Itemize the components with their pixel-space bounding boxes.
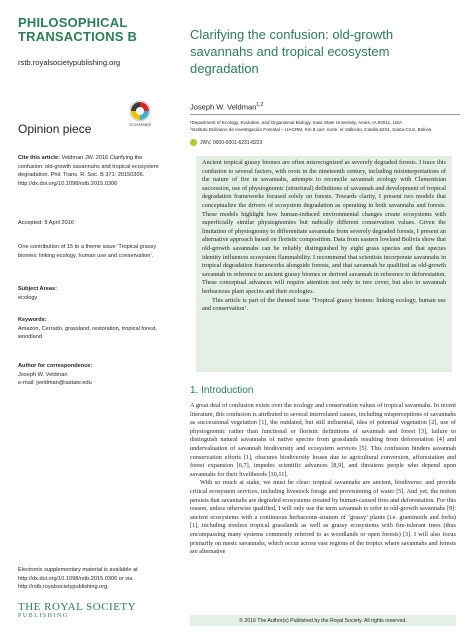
- orcid-id: JWV, 0000-0001-6231-8223: [200, 139, 263, 146]
- orcid-icon: [190, 139, 197, 146]
- accepted-date: Accepted: 9 April 2016: [18, 220, 74, 226]
- article-title: Clarifying the confusion: old-growth savannahs and tropical ecosystem degradation: [190, 27, 394, 76]
- crossmark-badge[interactable]: [123, 100, 157, 127]
- affiliation-1: ¹Department of Ecology, Evolution, and Organismal Biology, Iowa State University, Ames, IA 50011, USA: [190, 120, 403, 125]
- cite-heading: Cite this article:: [18, 155, 60, 161]
- abstract-paragraph-1: Ancient tropical grassy biomes are often misrecognized as severely degraded forests. I trace this confusion to several factors, with roots in the nineteenth century, including misinterpretations of the nature of fire in savannahs, attempts to reconcile savannah ecology with Clementsian succession, use of physiognomic (structural) definitions of savannah and development of tropical degradation frameworks focused solely on forests. Towards clarity, I present two models that conceptualize the drivers of ecosystem degradation as operating in both savannahs and forests. These models highlight how human-induced environmental changes create ecosystems with superficially similar physiognomies but radically different conservation values. Given the limitation of physiognomy to differentiate savannahs from severely degraded forests, I present an alternative approach based on floristic composition. Data from eastern lowland Bolivia show that old-growth savannahs can be reliably distinguished by eight grass species and that species identity influences ecosystem flammability. I recommend that scientists incorporate savannahs in tropical degradation frameworks alongside forests, and that savannah be qualified as old-growth savannah in reference to ancient grassy biomes or derived savannah in reference to deforestation. These conceptual advances will require attention not only to tree cover, but also to savannah herbaceous plant species and their ecologies.: [202, 159, 446, 295]
- introduction-body: [190, 402, 456, 557]
- supplementary-note[interactable]: Electronic supplementary material is available at http://dx.doi.org/10.1098/rstb.2015.0306 or via http://rstb.royalsocietypublishing.org.: [18, 567, 138, 590]
- cite-text[interactable]: Veldman JW. 2016 Clarifying the confusion: old-growth savannahs and tropical ecosystem degradation. Phil. Trans. R. Soc. B 371: 20150306. http://dx.doi.org/10.1098/rstb.2015.0306: [18, 155, 159, 187]
- crossmark-icon: [123, 100, 157, 122]
- correspondence-name: Joseph W. Veldman: [18, 371, 68, 378]
- keywords: [18, 316, 168, 342]
- section-heading-introduction: 1. Introduction: [190, 385, 254, 396]
- intro-paragraph-1: A great deal of confusion exists over the ecology and conservation values of tropical savannahs. In recent literature, this confusion is attributed to several interrelated causes, including misperceptions of savannahs as successional vegetation [1], the outdated, but still influential, idea of potential vegetation [2], use of physiognomic rather than functional or floristic definitions of savannah and forest [3], failure to distinguish natural savannahs of native species from grasslands resulting from deforestation [4] and undervaluation of savannah biodiversity and ecosystem services [5]. This confusion hinders savannah conservation efforts [1], obscures biodiversity losses due to agricultural conversion, afforestation and forest expansion [6,7], impedes scientific advances [8,9], and threatens people who depend upon savannahs for their livelihoods [10,11].: [190, 402, 456, 478]
- journal-url[interactable]: rstb.royalsocietypublishing.org: [18, 58, 121, 67]
- journal-name-line2[interactable]: TRANSACTIONS B: [18, 29, 138, 44]
- crossmark-label: CrossMark: [129, 122, 151, 127]
- publisher-logo[interactable]: [18, 601, 136, 619]
- citation-block: [18, 154, 168, 188]
- subject-heading: Subject Areas:: [18, 286, 57, 292]
- copyright-footer: © 2016 The Author(s) Published by the Royal Society. All rights reserved.: [190, 615, 456, 626]
- correspondence-heading: Author for correspondence:: [18, 363, 93, 369]
- subject-areas: [18, 285, 168, 302]
- publisher-name: THE ROYAL SOCIETY: [18, 601, 137, 613]
- correspondence-email[interactable]: e-mail: jveldman@iastate.edu: [18, 380, 92, 386]
- author: [190, 102, 263, 112]
- subject-value: ecology: [18, 294, 38, 301]
- correspondence: [18, 362, 168, 388]
- theme-issue-note: One contribution of 15 to a theme issue ‘Tropical grassy biomes: linking ecology, human use and conservation’.: [18, 244, 157, 259]
- left-column: [18, 15, 168, 619]
- affiliation-2: ²Instituto Boliviano de Investigación Forestal – UAGRM, Km 9 carr. norte, el Vallecito, Casilla 6204, Santa Cruz, Bolivia: [190, 127, 432, 132]
- right-column: [190, 26, 456, 556]
- journal-name-line1[interactable]: PHILOSOPHICAL: [18, 15, 128, 30]
- article-type: Opinion piece: [18, 122, 92, 136]
- intro-paragraph-2: With so much at stake, we must be clear: tropical savannahs are ancient, biodiverse; and provide critical ecosystem services, including livestock forage and provisioning of water [5]. And yet, the notion persists that savannahs are degraded ecosystems created by human-caused fires and deforestation. For this reason, unless otherwise qualified, I will only use the term savannah to refer to old-growth savannahs [9]: ancient ecosystems with a continuous herbaceous-stratum of ‘grassy’ plants (i.e. graminoids and forbs) [1], including treeless tropical grasslands as well as grassy ecosystems with fire-tolerant trees (thus encompassing many systems commonly referred to as woodlands or open forests) [3]. I will also focus primarily on mesic savannahs, which occur across vast regions of the tropics where savannahs and forests are alternative: [190, 479, 456, 556]
- abstract-paragraph-2: This article is part of the themed issue ‘Tropical grassy biomes: linking ecology, human use and conservation’.: [202, 296, 446, 313]
- keywords-heading: Keywords:: [18, 317, 47, 323]
- orcid[interactable]: [190, 139, 262, 146]
- affiliations: [190, 114, 460, 133]
- author-name[interactable]: Joseph W. Veldman: [190, 102, 257, 112]
- abstract: [196, 156, 452, 372]
- author-affiliation-marks: 1,2: [256, 102, 264, 108]
- publisher-sub: PUBLISHING: [18, 613, 69, 619]
- keywords-value: Amazon, Cerrado, grassland, restoration, tropical forest, woodland: [18, 325, 157, 340]
